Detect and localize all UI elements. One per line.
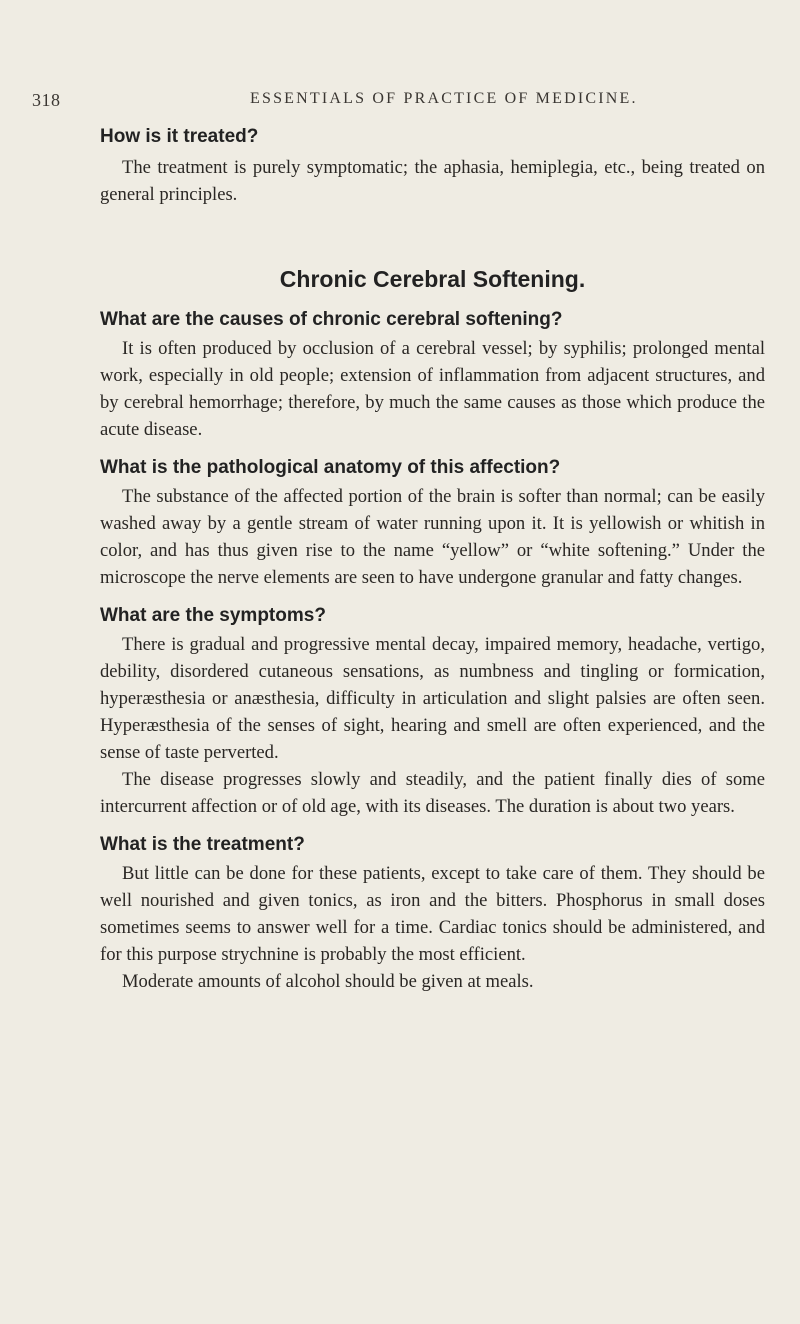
- question-treatment-aphasia: How is it treated?: [100, 126, 259, 147]
- answer-symptoms-paragraph-1: There is gradual and progressive mental decay, impaired memory, headache, vertigo, debility, disordered cutaneous sensations, as numbness and tingling or formication, hyperæsthesia or anæsthesia, difficulty in articulation and slight palsies are often seen. Hyperæsthesia of the senses of sight, hearing and smell are often experienced, and the sense of taste perverted.: [100, 634, 765, 763]
- section-heading: Chronic Cerebral Softening.: [279, 266, 586, 292]
- answer-causes: It is often produced by occlusion of a cerebral vessel; by syphilis; prolonged mental work, especially in old people; extension of inflammation from adjacent structures, and by cerebral hemorrhage; therefore, by much the same causes as those which produce the acute disease.: [100, 338, 765, 440]
- answer-treatment-paragraph-1: But little can be done for these patients, except to take care of them. They should be well nourished and given tonics, as iron and the bitters. Phosphorus in small doses sometimes seems to answer well for a time. Cardiac tonics should be administered, and for this purpose strychnine is probably the most efficient.: [100, 863, 765, 965]
- question-causes: What are the causes of chronic cerebral softening?: [100, 309, 563, 330]
- question-treatment: What is the treatment?: [100, 834, 305, 855]
- answer-treatment-aphasia: The treatment is purely symptomatic; the aphasia, hemiplegia, etc., being treated on general principles.: [100, 157, 765, 205]
- answer-treatment-paragraph-2: Moderate amounts of alcohol should be given at meals.: [122, 971, 534, 992]
- running-title: ESSENTIALS OF PRACTICE OF MEDICINE.: [250, 90, 638, 107]
- running-head: [32, 90, 752, 114]
- answer-symptoms-paragraph-2: The disease progresses slowly and steadily, and the patient finally dies of some intercurrent affection or of old age, with its diseases. The duration is about two years.: [100, 769, 765, 817]
- page-body: [100, 126, 765, 995]
- answer-pathological-anatomy: The substance of the affected portion of the brain is softer than normal; can be easily washed away by a gentle stream of water running upon it. It is yellowish or whitish in color, and has thus given rise to the name “yellow” or “white softening.” Under the microscope the nerve elements are seen to have undergone granular and fatty changes.: [100, 486, 765, 588]
- question-pathological-anatomy: What is the pathological anatomy of this affection?: [100, 457, 561, 478]
- page-number: 318: [32, 90, 61, 110]
- question-symptoms: What are the symptoms?: [100, 605, 326, 626]
